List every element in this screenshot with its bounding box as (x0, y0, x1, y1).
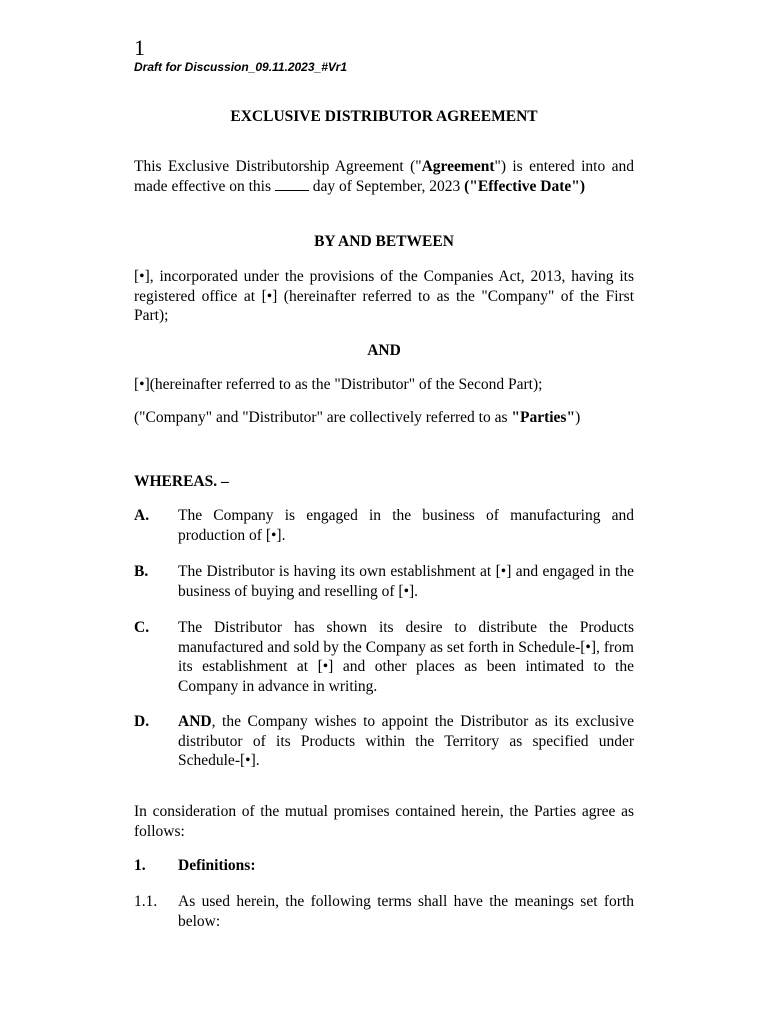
document-title: EXCLUSIVE DISTRIBUTOR AGREEMENT (230, 108, 538, 125)
recital-bold-lead: AND (178, 713, 212, 730)
recital-d (134, 712, 634, 771)
distributor-paragraph: [•](hereinafter referred to as the "Distributor" of the Second Part); (134, 376, 543, 393)
intro-part1: This Exclusive Distributorship Agreement (" (134, 158, 422, 175)
whereas-heading: WHEREAS. – (134, 473, 229, 490)
clause-text: As used herein, the following terms shall have the meanings set forth below: (178, 893, 634, 930)
effective-date-term: ("Effective Date") (464, 177, 586, 195)
section-number: 1. (134, 857, 146, 874)
agreement-term: Agreement (421, 158, 495, 175)
recital-body: , the Company wishes to appoint the Distributor as its exclusive distributor of its Products within the Territory as specified under Schedule-[•]. (178, 713, 634, 769)
recital-text: The Distributor is having its own establishment at [•] and engaged in the business of buying and reselling of [•]. (178, 563, 634, 600)
clause-1-1 (134, 892, 634, 931)
draft-label: Draft for Discussion_09.11.2023_#Vr1 (134, 60, 348, 74)
page-number: 1 (134, 35, 145, 60)
recital-text: The Company is engaged in the business of manufacturing and production of [•]. (178, 507, 634, 544)
parties-term: "Parties" (511, 409, 576, 426)
parties-close: ) (575, 409, 581, 426)
recital-label: B. (134, 563, 149, 580)
recital-a (134, 506, 634, 545)
recital-text: The Distributor has shown its desire to distribute the Products manufactured and sold by the Company as set forth in Schedule-[•], from its establishment at [•] and other places as been intimated to the Company in advance in writing. (178, 619, 634, 695)
date-blank (275, 178, 309, 191)
recital-label: D. (134, 713, 150, 730)
recital-text (178, 712, 634, 771)
intro-part2: ") is entered into and made effective on this (134, 158, 634, 195)
recital-b (134, 562, 634, 601)
clause-number: 1.1. (134, 893, 158, 910)
by-and-between-heading: BY AND BETWEEN (314, 233, 454, 250)
parties-paragraph (134, 408, 634, 428)
recital-label: C. (134, 619, 150, 636)
section-1-heading (134, 856, 634, 876)
section-title: Definitions: (178, 857, 256, 874)
recital-label: A. (134, 507, 150, 524)
consideration-paragraph: In consideration of the mutual promises contained herein, the Parties agree as follows: (134, 803, 634, 840)
parties-text: ("Company" and "Distributor" are collectively referred to as (134, 409, 508, 426)
and-heading: AND (367, 342, 401, 359)
company-paragraph: [•], incorporated under the provisions of the Companies Act, 2013, having its registered office at [•] (hereinafter referred to as the "Company" of the First Part); (134, 268, 634, 324)
intro-paragraph (134, 157, 634, 196)
recital-c (134, 618, 634, 696)
intro-part3: day of September, 2023 (312, 177, 461, 195)
